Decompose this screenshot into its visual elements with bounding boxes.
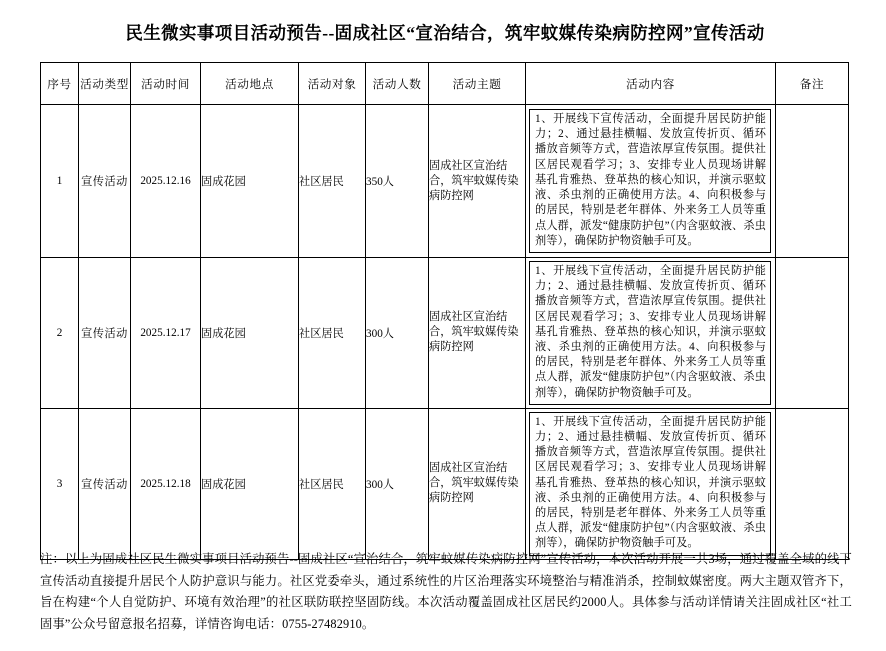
cell-theme: 固成社区宣治结合，筑牢蚊媒传染病防控网 bbox=[429, 258, 526, 409]
footer-note: 注：以上为固成社区民生微实事项目活动预告--固成社区“宣治结合，筑牢蚊媒传染病防控网”宣传活动，本次活动开展一共3场，通过覆盖全域的线下宣传活动直接提升居民个人防护意识与能力。社区党委牵头，通过系统性的片区治理落实环境整治与精准消杀，控制蚊媒密度。两大主题双管齐下，旨在构建“个人自觉防护、环境有效治理”的社区联防联控坚固防线。本次活动覆盖固成社区居民约2000人。具体参与活动详情请关注固成社区“社工固事”公众号留意报名招募，详情咨询电话：0755-27482910。 bbox=[40, 552, 852, 631]
column-header-target: 活动对象 bbox=[299, 63, 366, 105]
activity-content-text: 1、开展线下宣传活动，全面提升居民防护能力；2、通过悬挂横幅、发放宣传折页、循环播放音频等方式，营造浓厚宣传氛围。提供社区居民观看学习；3、安排专业人员现场讲解基孔肯雅热、登革热的核心知识，并演示驱蚊液、杀虫剂的正确使用方法。4、向积极参与的居民，特别是老年群体、外来务工人员等重点人群，派发“健康防护包”（内含驱蚊液、杀虫剂等），确保防护物资触手可及。 bbox=[529, 109, 771, 253]
cell-time: 2025.12.16 bbox=[131, 105, 201, 258]
column-header-remark: 备注 bbox=[776, 63, 849, 105]
column-header-count: 活动人数 bbox=[366, 63, 429, 105]
cell-place: 固成花园 bbox=[201, 408, 299, 559]
activity-content-text: 1、开展线下宣传活动，全面提升居民防护能力；2、通过悬挂横幅、发放宣传折页、循环播放音频等方式，营造浓厚宣传氛围。提供社区居民观看学习；3、安排专业人员现场讲解基孔肯雅热、登革热的核心知识，并演示驱蚊液、杀虫剂的正确使用方法。4、向积极参与的居民，特别是老年群体、外来务工人员等重点人群，派发“健康防护包”（内含驱蚊液、杀虫剂等），确保防护物资触手可及。 bbox=[529, 261, 771, 405]
column-header-seq: 序号 bbox=[41, 63, 79, 105]
cell-type: 宣传活动 bbox=[79, 258, 131, 409]
cell-seq: 3 bbox=[41, 408, 79, 559]
cell-seq: 2 bbox=[41, 258, 79, 409]
activity-table-container bbox=[40, 62, 848, 560]
cell-count: 350人 bbox=[366, 105, 429, 258]
column-header-theme: 活动主题 bbox=[429, 63, 526, 105]
cell-content bbox=[526, 408, 776, 559]
cell-count: 300人 bbox=[366, 408, 429, 559]
cell-time: 2025.12.17 bbox=[131, 258, 201, 409]
table-row bbox=[41, 258, 849, 409]
cell-theme: 固成社区宣治结合，筑牢蚊媒传染病防控网 bbox=[429, 105, 526, 258]
cell-remark bbox=[776, 258, 849, 409]
table-header-row bbox=[41, 63, 849, 105]
cell-count: 300人 bbox=[366, 258, 429, 409]
cell-content bbox=[526, 105, 776, 258]
table-body bbox=[41, 105, 849, 560]
column-header-type: 活动类型 bbox=[79, 63, 131, 105]
cell-type: 宣传活动 bbox=[79, 105, 131, 258]
cell-type: 宣传活动 bbox=[79, 408, 131, 559]
table-row bbox=[41, 105, 849, 258]
column-header-time: 活动时间 bbox=[131, 63, 201, 105]
cell-target: 社区居民 bbox=[299, 408, 366, 559]
cell-content bbox=[526, 258, 776, 409]
table-row bbox=[41, 408, 849, 559]
cell-seq: 1 bbox=[41, 105, 79, 258]
cell-time: 2025.12.18 bbox=[131, 408, 201, 559]
cell-place: 固成花园 bbox=[201, 258, 299, 409]
cell-theme: 固成社区宣治结合，筑牢蚊媒传染病防控网 bbox=[429, 408, 526, 559]
page-title: 民生微实事项目活动预告--固成社区“宣治结合，筑牢蚊媒传染病防控网”宣传活动 bbox=[125, 23, 765, 43]
cell-target: 社区居民 bbox=[299, 258, 366, 409]
cell-remark bbox=[776, 408, 849, 559]
cell-place: 固成花园 bbox=[201, 105, 299, 258]
cell-remark bbox=[776, 105, 849, 258]
column-header-content: 活动内容 bbox=[526, 63, 776, 105]
cell-target: 社区居民 bbox=[299, 105, 366, 258]
column-header-place: 活动地点 bbox=[201, 63, 299, 105]
activity-table bbox=[40, 62, 849, 560]
activity-content-text: 1、开展线下宣传活动，全面提升居民防护能力；2、通过悬挂横幅、发放宣传折页、循环播放音频等方式，营造浓厚宣传氛围。提供社区居民观看学习；3、安排专业人员现场讲解基孔肯雅热、登革热的核心知识，并演示驱蚊液、杀虫剂的正确使用方法。4、向积极参与的居民，特别是老年群体、外来务工人员等重点人群，派发“健康防护包”（内含驱蚊液、杀虫剂等），确保防护物资触手可及。 bbox=[529, 412, 771, 556]
table-header bbox=[41, 63, 849, 105]
